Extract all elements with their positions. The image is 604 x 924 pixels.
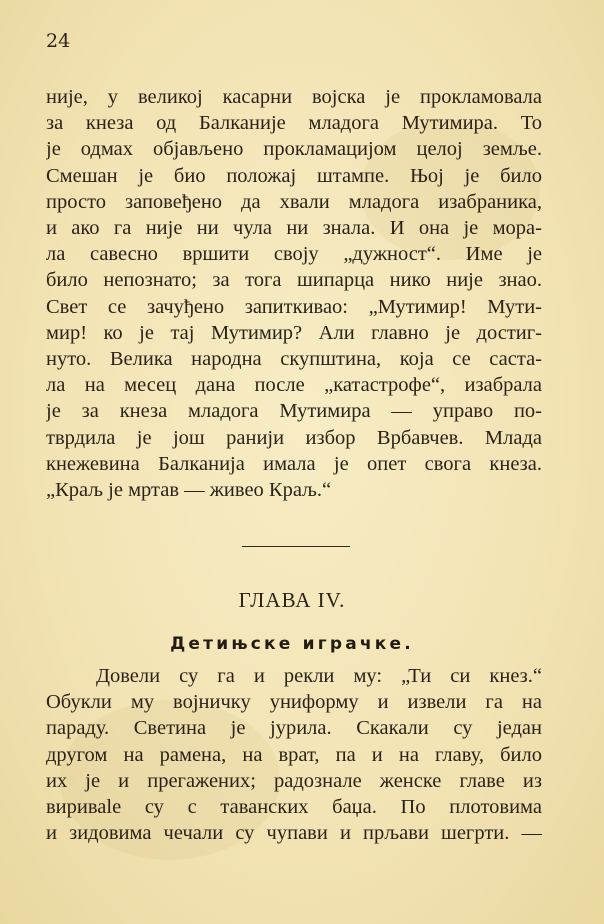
text-line: Довели су га и рекли му: „Ти си кнез.“ [96,665,542,687]
text-line: тврдила је још ранији избор Врбавчев. Млада [46,426,542,449]
text-line: вириваle су с таванских баџа. По плотовима [46,796,542,819]
text-line: кнежевина Балканија имала је опет свога кнеза. [46,452,542,475]
text-line: ла на месец дана после „катастрофе“, изабрала [46,374,542,397]
text-line: ла савесно вршити своју „дужност“. Име је [46,243,542,266]
chapter-heading: ГЛАВА IV. [238,588,346,612]
text-line: их је и прегажених; радознале женске главе из [46,769,542,792]
chapter-subtitle: Детињске играчке. [170,634,414,654]
text-line: је одмах објављено прокламацијом целој земље. [46,138,542,161]
text-line: је за кнеза младога Мутимира — управо по- [46,400,542,423]
paragraph-top [46,84,546,503]
text-line: и зидовима чечали су чупави и прљави шегрти. — [46,822,542,845]
text-line: „Краљ је мртав — живео Краљ.“ [46,479,332,502]
section-divider [242,546,350,547]
text-line: и ако га није ни чула ни знала. И она је мора- [46,217,542,240]
text-line: за кнеза од Балканије младога Мутимира. То [46,112,542,135]
text-line: није, у великој касарни војска је прокламовала [46,86,542,108]
text-line: било непознато; за тога шипарца нико није знао. [46,269,542,292]
text-line: Свет се зачуђено запиткивао: „Мутимир! Мути- [46,295,542,318]
paragraph-bottom [46,663,546,846]
text-line: параду. Светина је јурила. Скакали су један [46,717,542,740]
text-line: Обукли му војничку униформу и извели га на [46,691,542,714]
text-line: другом на рамена, на врат, па и на главу, било [46,743,542,766]
text-line: Смешан је био положај штампе. Њој је било [46,164,542,187]
page-number: 24 [46,30,71,52]
text-line: мир! ко је тај Мутимир? Али главно је достиг- [46,321,542,344]
text-line: просто заповеђено да хвали младога изабраника, [46,190,542,213]
text-line: нуто. Велика народна скупштина, која се саста- [46,348,542,371]
